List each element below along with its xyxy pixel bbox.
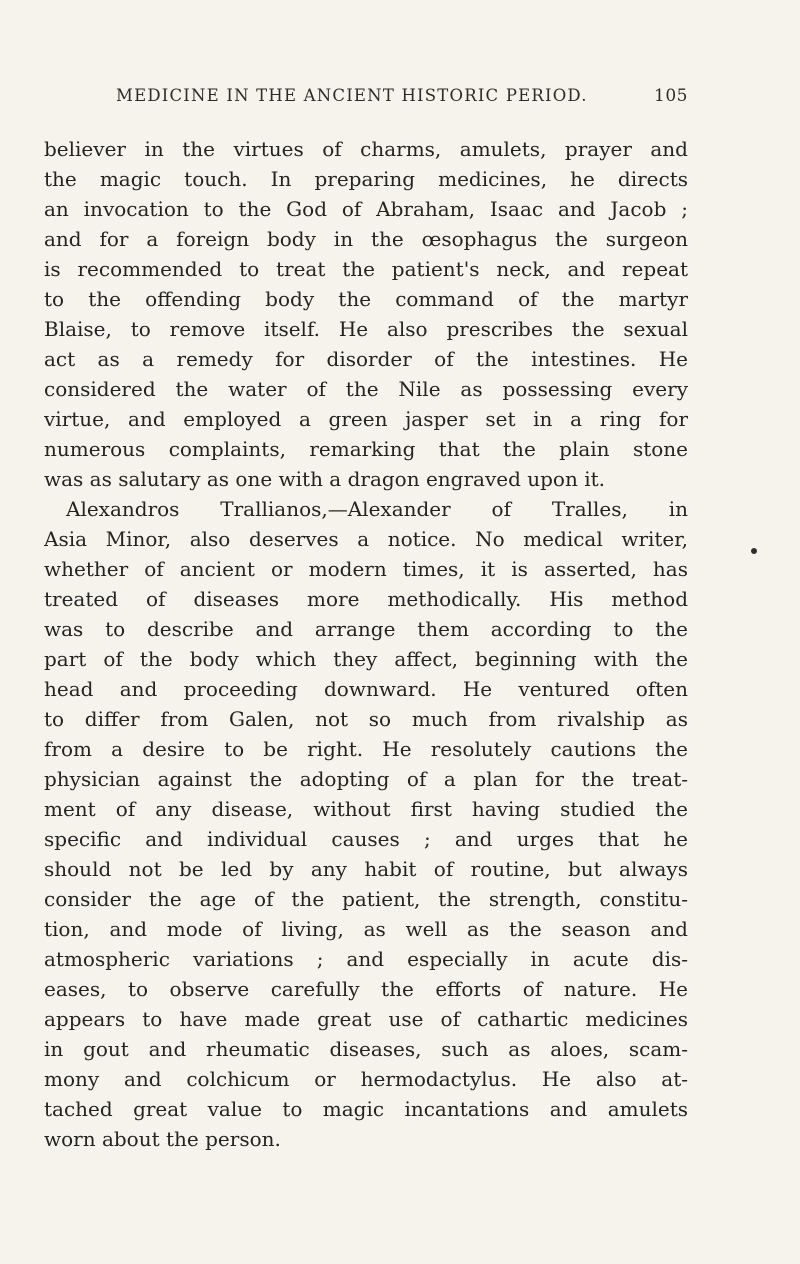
text-line: worn about the person. (44, 1127, 281, 1151)
text-line: to differ from Galen, not so much from rivalship as (44, 707, 688, 731)
text-line: Asia Minor, also deserves a notice. No medical writer, (44, 527, 688, 551)
text-line: believer in the virtues of charms, amulets, prayer and (44, 137, 688, 161)
text-line: numerous complaints, remarking that the plain stone (44, 437, 688, 461)
text-line: should not be led by any habit of routine, but always (44, 857, 688, 881)
text-line: is recommended to treat the patient's neck, and repeat (44, 257, 688, 281)
text-line: tached great value to magic incantations and amulets (44, 1097, 688, 1121)
text-line: from a desire to be right. He resolutely cautions the (44, 737, 688, 761)
text-line: eases, to observe carefully the efforts of nature. He (44, 977, 688, 1001)
text-line: Alexandros Trallianos,—Alexander of Tralles, in (66, 497, 688, 521)
body-text (44, 134, 688, 1154)
text-line: whether of ancient or modern times, it is asserted, has (44, 557, 688, 581)
text-line: part of the body which they affect, beginning with the (44, 647, 688, 671)
text-line: considered the water of the Nile as possessing every (44, 377, 688, 401)
running-title: MEDICINE IN THE ANCIENT HISTORIC PERIOD. (116, 86, 588, 105)
text-line: to the offending body the command of the martyr (44, 287, 688, 311)
text-line: virtue, and employed a green jasper set in a ring for (44, 407, 688, 431)
text-line: ment of any disease, without first having studied the (44, 797, 688, 821)
text-line: the magic touch. In preparing medicines, he directs (44, 167, 688, 191)
text-line: tion, and mode of living, as well as the season and (44, 917, 688, 941)
text-line: physician against the adopting of a plan for the treat- (44, 767, 688, 791)
text-line: act as a remedy for disorder of the intestines. He (44, 347, 688, 371)
text-line: an invocation to the God of Abraham, Isaac and Jacob ; (44, 197, 688, 221)
text-line: appears to have made great use of cathartic medicines (44, 1007, 688, 1031)
text-line: specific and individual causes ; and urges that he (44, 827, 688, 851)
text-line: in gout and rheumatic diseases, such as aloes, scam- (44, 1037, 688, 1061)
page-number: 105 (654, 86, 688, 106)
margin-mark (751, 548, 757, 554)
text-line: mony and colchicum or hermodactylus. He also at- (44, 1067, 688, 1091)
text-line: head and proceeding downward. He ventured often (44, 677, 688, 701)
text-line: was as salutary as one with a dragon engraved upon it. (44, 467, 606, 491)
text-line: and for a foreign body in the œsophagus the surgeon (44, 227, 688, 251)
text-line: Blaise, to remove itself. He also prescribes the sexual (44, 317, 688, 341)
text-line: was to describe and arrange them according to the (44, 617, 688, 641)
running-head (44, 86, 688, 110)
text-line: treated of diseases more methodically. His method (44, 587, 688, 611)
text-line: atmospheric variations ; and especially in acute dis- (44, 947, 688, 971)
text-line: consider the age of the patient, the strength, constitu- (44, 887, 688, 911)
